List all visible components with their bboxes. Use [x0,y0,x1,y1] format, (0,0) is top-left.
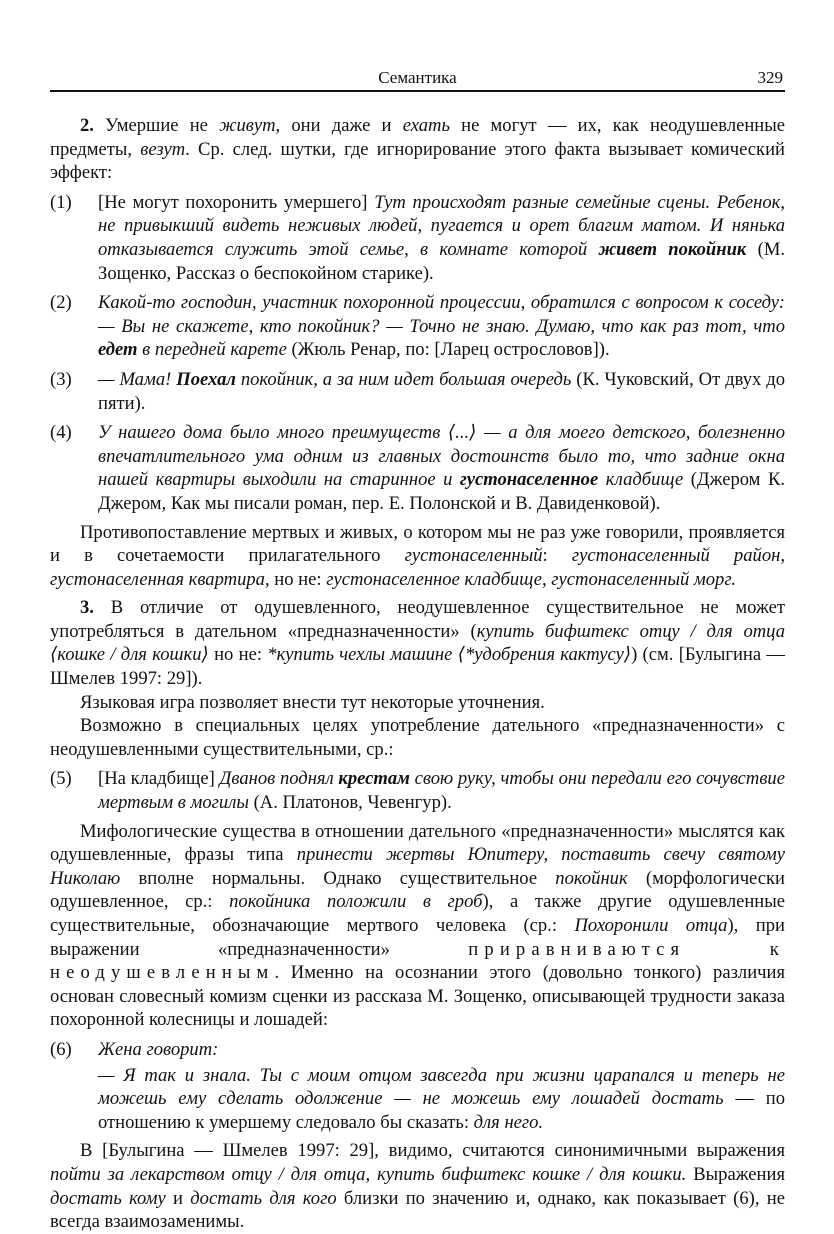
example-4 [50,421,785,515]
example-text: [На кладбище] Дванов поднял крестам свою руку, чтобы они передали его сочувствие мертвым в могилы (А. Платонов, Чевенгур). [98,768,785,814]
page-content [50,114,785,1234]
example-number: (1) [50,191,72,213]
section-number: 3. [80,597,94,619]
contrast-paragraph: Противопоставление мертвых и живых, о котором мы не раз уже говорили, проявляется и в сочетаемости прилагательного густонаселенный: густонаселенный район, густонаселенная квартира, но не: густонаселенное кладбище, густонаселенный морг. [50,521,785,590]
example-5 [50,767,785,814]
special-purpose-paragraph: Возможно в специальных целях употребление дательного «предназначенности» с неодушевленными существительными, ср.: [50,715,785,760]
example-text: — Мама! Поехал покойник, а за ним идет большая очередь (К. Чуковский, От двух до пяти). [98,368,785,414]
example-text: У нашего дома было много преимуществ ⟨...⟩ — а для моего детского, болезненно впечатлительного ума одним из главных достоинств было то, что задние окна нашей квартиры выходили на старинное и густонаселенное кладбище (Джером К. Джером, Как мы писали роман, пер. Е. Полонской и В. Давиденковой). [98,422,785,514]
final-paragraph: В [Булыгина — Шмелев 1997: 29], видимо, считаются синонимичными выражения пойти за лекарством отцу / для отца, купить бифштекс кошке / для кошки. Выражения достать кому и достать для кого близки по значению и, однако, как показывает (6), не всегда взаимозаменимы. [50,1140,786,1233]
running-head [50,62,785,92]
example-number: (6) [50,1038,72,1060]
example-1 [50,191,785,285]
example-number: (2) [50,292,72,314]
example-text: Какой-то господин, участник похоронной процессии, обратился с вопросом к соседу: — Вы не скажете, кто покойник? — Точно не знаю. Думаю, что как раз тот, что едет в передней карете (Жюль Ренар, по: [Ларец острословов]). [98,292,785,361]
example-3 [50,368,785,415]
example-number: (3) [50,368,72,390]
page-number: 329 [757,68,783,87]
example-text [98,1038,785,1134]
section-number: 2. [80,115,94,136]
book-page [50,62,785,1234]
section-3-paragraph: 3. В отличие от одушевленного, неодушевленное существительное не может употребляться в дательном «предназначенности» (купить бифштекс отцу / для отца ⟨кошке / для кошки⟩ но не: *купить чехлы машине ⟨*удобрения кактусу⟩) (см. [Булыгина — Шмелев 1997: 29]). [50,597,786,690]
example-6 [50,1038,785,1134]
language-game-paragraph: Языковая игра позволяет внести тут некоторые уточнения. [80,691,545,713]
example-number: (4) [50,422,72,444]
example-text: [Не могут похоронить умершего] Тут происходят разные семейные сцены. Ребенок, не привыкший видеть неживых людей, пугается и орет благим матом. И нянька отказывается служить этой семье, в комнате которой живет покойник (М. Зощенко, Рассказ о беспокойном старике). [98,191,785,284]
example-2 [50,291,785,362]
mythological-paragraph: Мифологические существа в отношении дательного «предназначенности» мыслятся как одушевленные, фразы типа принести жертвы Юпитеру, поставить свечу святому Николаю вполне нормальны. Однако существительное покойник (морфологически одушевленное, ср.: покойника положили в гроб), а также другие одушевленные существительные, обозначающие мертвого человека (ср.: Похоронили отца), при выражении «предназначенности» приравниваются к неодушевленным. Именно на осознании этого (довольно тонкого) различия основан словесный комизм сценки из рассказа М. Зощенко, описывающей трудности заказа похоронной колесницы и лошадей: [50,820,786,1031]
running-head-title: Семантика [378,68,457,87]
example-intro-line: Жена говорит: [98,1038,219,1060]
example-quote: — Я так и знала. Ты с моим отцом завсегда при жизни царапался и теперь не можешь ему сделать одолжение — не можешь ему лошадей достать — по отношению к умершему следовало бы сказать: для него. [98,1064,786,1133]
section-2-paragraph: 2. Умершие не живут, они даже и ехать не могут — их, как неодушевленные предметы, везут. Ср. след. шутки, где игнорирование этого факта вызывает комический эффект: [50,115,786,184]
example-number: (5) [50,768,72,790]
